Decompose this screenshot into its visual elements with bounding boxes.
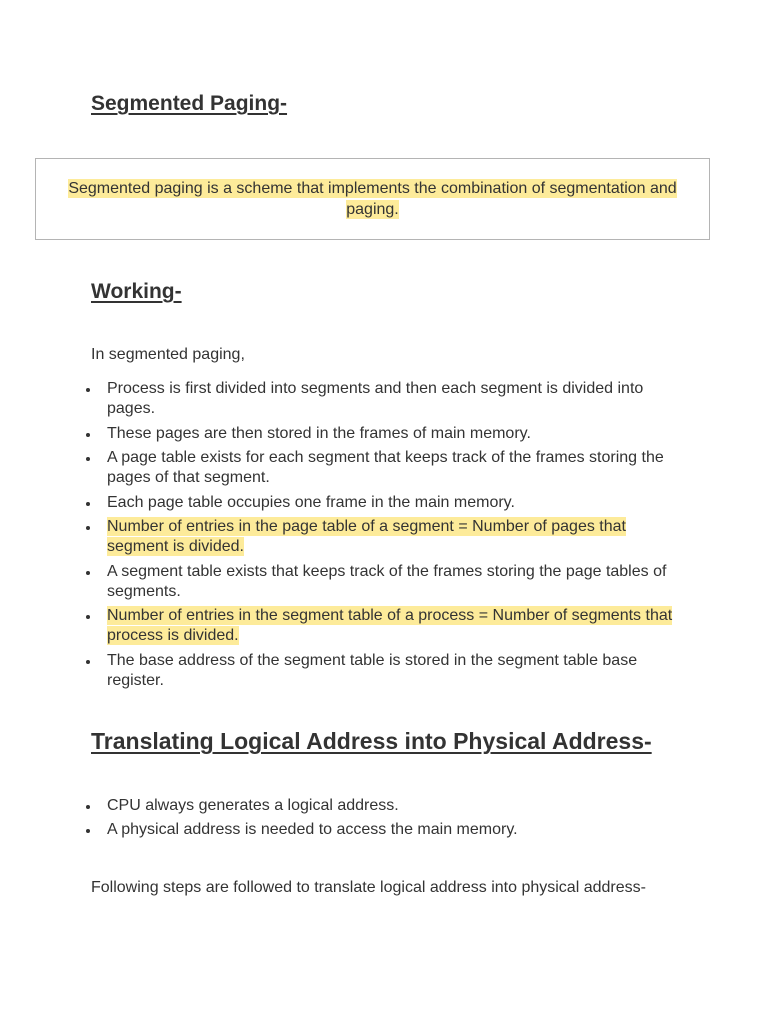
list-item-text-highlighted: Number of entries in the segment table of a process = Number of segments that process is divided. xyxy=(107,607,673,644)
definition-highlight: Segmented paging is a scheme that implements the combination of segmentation and paging. xyxy=(68,180,677,218)
list-item-text: Process is first divided into segments and then each segment is divided into pages. xyxy=(107,380,644,417)
following-steps-text: Following steps are followed to translate logical address into physical address- xyxy=(91,879,646,896)
definition-text xyxy=(44,178,701,220)
list-item xyxy=(84,379,684,419)
list-item-text: A physical address is needed to access the main memory. xyxy=(107,821,518,838)
list-item xyxy=(84,424,684,444)
list-item xyxy=(84,820,684,840)
translating-list xyxy=(84,796,684,844)
list-item xyxy=(84,796,684,816)
working-heading: Working- xyxy=(91,280,182,303)
list-item-text-highlighted: Number of entries in the page table of a segment = Number of pages that segment is divided. xyxy=(107,518,626,555)
list-item-text: CPU always generates a logical address. xyxy=(107,797,399,814)
list-item-text: A segment table exists that keeps track of the frames storing the page tables of segments. xyxy=(107,562,667,600)
list-item xyxy=(84,448,684,488)
list-item xyxy=(84,606,684,646)
working-list xyxy=(84,379,684,695)
working-intro: In segmented paging, xyxy=(91,346,245,363)
list-item xyxy=(84,517,684,557)
segmented-paging-heading: Segmented Paging- xyxy=(91,92,288,115)
translating-heading: Translating Logical Address into Physical Address- xyxy=(91,728,652,754)
list-item-text: The base address of the segment table is stored in the segment table base register. xyxy=(107,651,638,689)
list-item xyxy=(84,562,684,602)
list-item xyxy=(84,651,684,691)
list-item-text: These pages are then stored in the frames of main memory. xyxy=(107,424,531,442)
list-item-text: Each page table occupies one frame in the main memory. xyxy=(107,493,515,511)
list-item xyxy=(84,493,684,513)
list-item-text: A page table exists for each segment that keeps track of the frames storing the pages of that segment. xyxy=(107,449,664,486)
definition-box xyxy=(35,158,710,240)
